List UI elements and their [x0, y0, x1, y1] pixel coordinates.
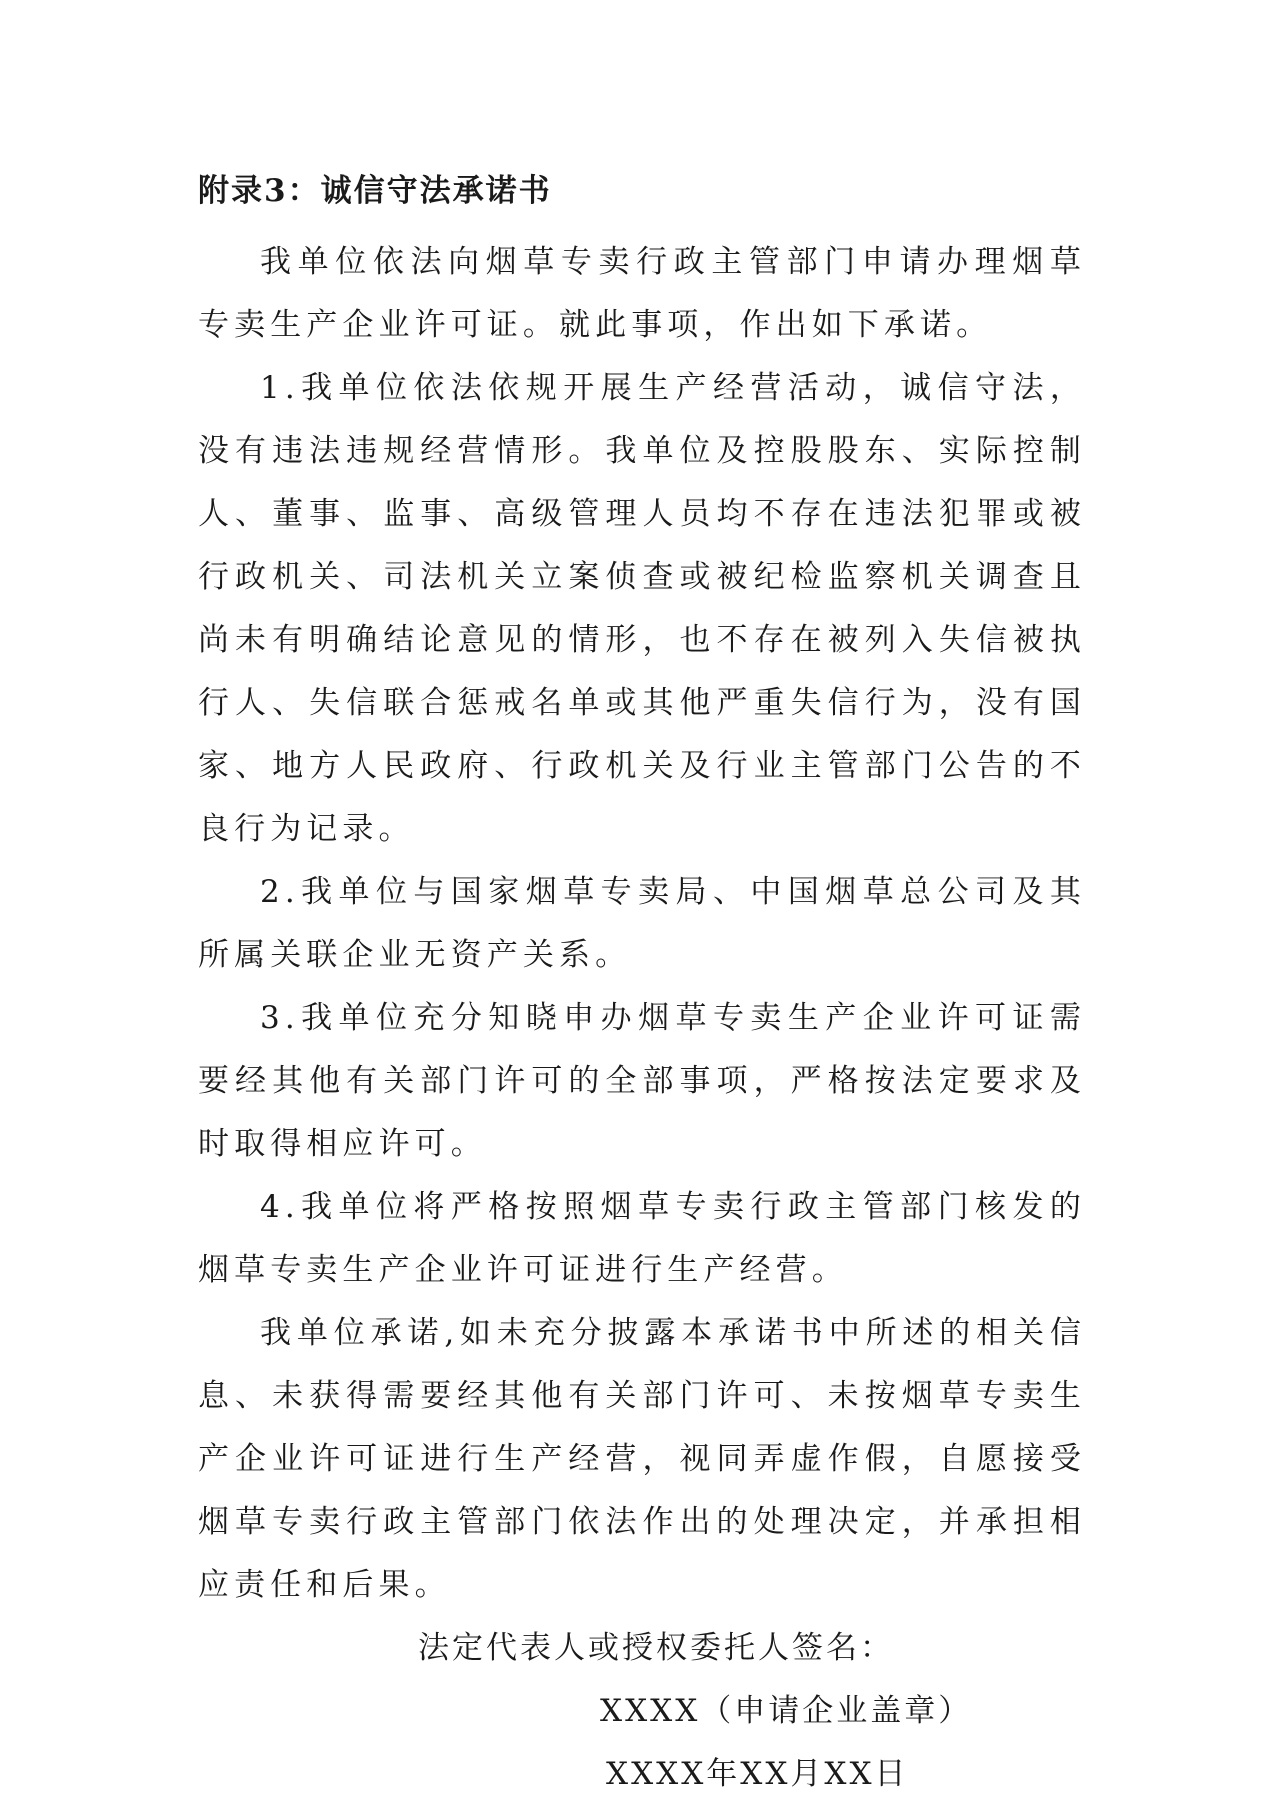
- date-line: XXXX年XX月XX日: [606, 1756, 909, 1792]
- signature-block: [198, 1617, 1086, 1806]
- document-title: 附录3：诚信守法承诺书: [198, 173, 552, 209]
- commitment-3-paragraph: 3.我单位充分知晓申办烟草专卖生产企业许可证需要经其他有关部门许可的全部事项，严格按法定要求及时取得相应许可。: [198, 1000, 1086, 1162]
- signer-label: 法定代表人或授权委托人签名：: [418, 1630, 894, 1666]
- commitment-2-paragraph: 2.我单位与国家烟草专卖局、中国烟草总公司及其所属关联企业无资产关系。: [198, 874, 1086, 973]
- commitment-1-paragraph: 1.我单位依法依规开展生产经营活动，诚信守法，没有违法违规经营情形。我单位及控股股东、实际控制人、董事、监事、高级管理人员均不存在违法犯罪或被行政机关、司法机关立案侦查或被纪检监察机关调查且尚未有明确结论意见的情形，也不存在被列入失信被执行人、失信联合惩戒名单或其他严重失信行为，没有国家、地方人民政府、行政机关及行业主管部门公告的不良行为记录。: [198, 370, 1086, 847]
- document-body: [198, 160, 1086, 1806]
- intro-paragraph: 我单位依法向烟草专卖行政主管部门申请办理烟草专卖生产企业许可证。就此事项，作出如下承诺。: [198, 244, 1086, 343]
- closing-paragraph: 我单位承诺,如未充分披露本承诺书中所述的相关信息、未获得需要经其他有关部门许可、未按烟草专卖生产企业许可证进行生产经营，视同弄虚作假，自愿接受烟草专卖行政主管部门依法作出的处理决定，并承担相应责任和后果。: [198, 1315, 1086, 1603]
- commitment-4-paragraph: 4.我单位将严格按照烟草专卖行政主管部门核发的烟草专卖生产企业许可证进行生产经营。: [198, 1189, 1086, 1288]
- seal-line: XXXX（申请企业盖章）: [600, 1693, 973, 1729]
